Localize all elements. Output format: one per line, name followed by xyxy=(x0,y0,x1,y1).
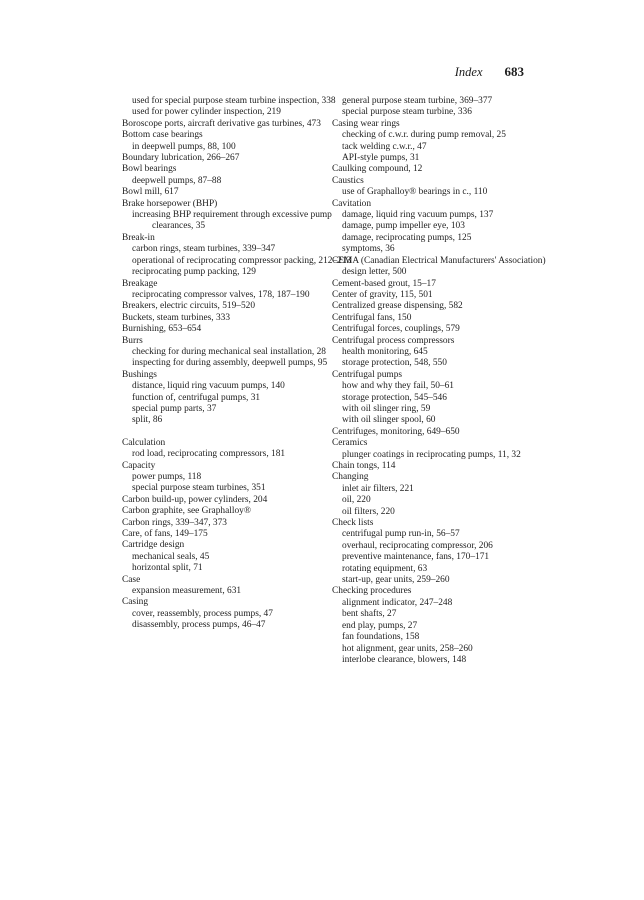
index-subentry: preventive maintenance, fans, 170–171 xyxy=(342,552,490,563)
index-subentry: tack welding c.w.r., 47 xyxy=(342,141,427,152)
index-subentry: disassembly, process pumps, 46–47 xyxy=(132,620,266,631)
index-subentry: in deepwell pumps, 88, 100 xyxy=(132,141,236,152)
index-entry: Centralized grease dispensing, 582 xyxy=(332,301,463,312)
index-subentry: distance, liquid ring vacuum pumps, 140 xyxy=(132,381,285,392)
index-entry: Brake horsepower (BHP) xyxy=(122,198,218,209)
index-entry: Capacity xyxy=(122,460,156,471)
index-entry: CEMA (Canadian Electrical Manufacturers' Association) xyxy=(332,255,546,266)
index-entry: Cavitation xyxy=(332,198,372,209)
index-entry: Breakers, electric circuits, 519–520 xyxy=(122,301,256,312)
index-subentry: special purpose steam turbines, 351 xyxy=(132,483,266,494)
index-entry: Burnishing, 653–654 xyxy=(122,324,202,335)
index-subentry: increasing BHP requirement through excessive pump clearances, 35 xyxy=(132,210,332,232)
index-entry: Caulking compound, 12 xyxy=(332,164,423,175)
index-entry: Buckets, steam turbines, 333 xyxy=(122,312,231,323)
index-subentry: mechanical seals, 45 xyxy=(132,551,210,562)
index-subentry: bent shafts, 27 xyxy=(342,609,397,620)
index-entry: Casing xyxy=(122,597,149,608)
index-subentry: end play, pumps, 27 xyxy=(342,620,418,631)
index-entry: Ceramics xyxy=(332,438,368,449)
index-subentry: used for power cylinder inspection, 219 xyxy=(132,107,281,118)
index-subentry: carbon rings, steam turbines, 339–347 xyxy=(132,244,276,255)
index-subentry: checking for during mechanical seal installation, 28 xyxy=(132,346,326,357)
index-subentry: design letter, 500 xyxy=(342,267,407,278)
index-subentry: oil filters, 220 xyxy=(342,506,395,517)
index-subentry: storage protection, 548, 550 xyxy=(342,358,447,369)
index-subentry: horizontal split, 71 xyxy=(132,563,203,574)
index-subentry: damage, liquid ring vacuum pumps, 137 xyxy=(342,210,494,221)
page-header xyxy=(455,64,524,80)
index-subentry: API-style pumps, 31 xyxy=(342,153,420,164)
index-column-right xyxy=(332,96,564,666)
index-subentry: rod load, reciprocating compressors, 181 xyxy=(132,449,286,460)
index-subentry: plunger coatings in reciprocating pumps, 11, 32 xyxy=(342,449,521,460)
index-subentry: interlobe clearance, blowers, 148 xyxy=(342,654,467,665)
index-subentry: special purpose steam turbine, 336 xyxy=(342,107,472,118)
index-entry: Changing xyxy=(332,472,369,483)
index-subentry: damage, reciprocating pumps, 125 xyxy=(342,232,472,243)
page-number: 683 xyxy=(504,64,524,79)
index-subentry: inspecting for during assembly, deepwell pumps, 95 xyxy=(132,358,328,369)
index-subentry: cover, reassembly, process pumps, 47 xyxy=(132,608,273,619)
index-entry: Bottom case bearings xyxy=(122,130,203,141)
index-entry: Carbon graphite, see Graphalloy® xyxy=(122,506,251,517)
index-subentry: overhaul, reciprocating compressor, 206 xyxy=(342,540,493,551)
index-subentry: symptoms, 36 xyxy=(342,244,395,255)
index-entry: Chain tongs, 114 xyxy=(332,461,396,471)
index-subentry: function of, centrifugal pumps, 31 xyxy=(132,392,261,403)
index-entry: Carbon rings, 339–347, 373 xyxy=(122,517,227,528)
index-subentry: start-up, gear units, 259–260 xyxy=(342,575,450,586)
index-entry: Breakage xyxy=(122,278,158,289)
index-subentry: centrifugal pump run-in, 56–57 xyxy=(342,529,460,540)
index-entry: Centrifugal process compressors xyxy=(332,335,455,346)
index-entry: Casing wear rings xyxy=(332,118,400,129)
index-entry: Bowl bearings xyxy=(122,164,177,175)
index-entry: Burrs xyxy=(122,335,143,346)
index-entry: Caustics xyxy=(332,175,364,186)
index-subentry: expansion measurement, 631 xyxy=(132,586,242,597)
index-subentry: how and why they fail, 50–61 xyxy=(342,381,454,392)
index-subentry: use of Graphalloy® bearings in c., 110 xyxy=(342,187,488,198)
index-subentry: rotating equipment, 63 xyxy=(342,563,428,574)
index-entry: Centrifugal forces, couplings, 579 xyxy=(332,324,460,335)
index-subentry: with oil slinger ring, 59 xyxy=(342,403,431,414)
index-subentry: used for special purpose steam turbine inspection, 338 xyxy=(132,96,336,106)
index-subentry: hot alignment, gear units, 258–260 xyxy=(342,643,473,654)
index-subentry: power pumps, 118 xyxy=(132,472,202,482)
header-label: Index xyxy=(454,65,483,79)
index-entry: Centrifuges, monitoring, 649–650 xyxy=(332,426,460,437)
index-subentry: deepwell pumps, 87–88 xyxy=(132,175,222,186)
index-subentry: special pump parts, 37 xyxy=(132,403,217,414)
index-entry: Boundary lubrication, 266–267 xyxy=(122,153,240,164)
index-entry: Checking procedures xyxy=(332,586,412,597)
index-entry: Case xyxy=(122,574,141,585)
index-entry: Centrifugal fans, 150 xyxy=(332,312,412,323)
index-column-left xyxy=(122,96,354,632)
index-subentry: alignment indicator, 247–248 xyxy=(342,597,453,608)
index-entry: Carbon build-up, power cylinders, 204 xyxy=(122,494,268,505)
index-entry: Calculation xyxy=(122,437,166,448)
index-entry: Center of gravity, 115, 501 xyxy=(332,289,433,300)
index-subentry: checking of c.w.r. during pump removal, 25 xyxy=(342,130,506,141)
index-subentry: fan foundations, 158 xyxy=(342,632,420,643)
index-subentry: reciprocating compressor valves, 178, 187–190 xyxy=(132,289,310,300)
index-entry: Care, of fans, 149–175 xyxy=(122,529,208,540)
index-entry: Cement-based grout, 15–17 xyxy=(332,278,436,289)
index-subentry: inlet air filters, 221 xyxy=(342,483,414,494)
index-entry: Centrifugal pumps xyxy=(332,369,403,380)
index-entry: Cartridge design xyxy=(122,540,185,551)
index-subentry: health monitoring, 645 xyxy=(342,346,428,357)
index-subentry: operational of reciprocating compressor packing, 212–213 xyxy=(132,255,352,266)
index-entry: Check lists xyxy=(332,518,374,529)
index-entry: Break-in xyxy=(122,232,155,243)
index-subentry: general purpose steam turbine, 369–377 xyxy=(342,96,493,106)
index-entry: Bowl mill, 617 xyxy=(122,187,179,198)
index-subentry: oil, 220 xyxy=(342,495,371,506)
index-subentry: storage protection, 545–546 xyxy=(342,392,447,403)
index-entry: Boroscope ports, aircraft derivative gas turbines, 473 xyxy=(122,118,321,129)
index-subentry: with oil slinger spool, 60 xyxy=(342,415,436,426)
index-entry: Bushings xyxy=(122,369,157,380)
index-subentry: reciprocating pump packing, 129 xyxy=(132,267,256,278)
index-subentry: split, 86 xyxy=(132,415,163,426)
index-subentry: damage, pump impeller eye, 103 xyxy=(342,221,465,232)
